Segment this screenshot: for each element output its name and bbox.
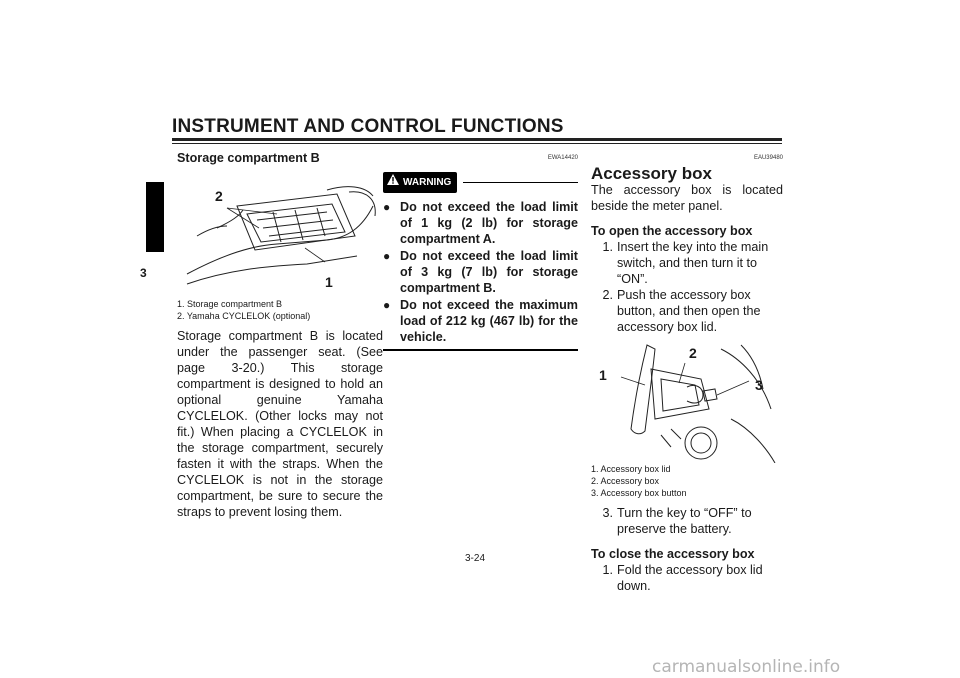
- warning-badge: [383, 172, 457, 193]
- close-steps: [591, 562, 783, 594]
- header-rule: [172, 138, 782, 141]
- bullet-icon: ●: [383, 298, 391, 312]
- step-item: 2. Push the accessory box button, and then open the accessory box lid.: [602, 288, 761, 334]
- storage-b-heading: Storage compartment B: [177, 151, 320, 165]
- figure-label: 2: [689, 345, 697, 361]
- accessory-illustration: [591, 339, 783, 463]
- chapter-tab: [146, 182, 164, 252]
- figure-label: 3: [755, 377, 763, 393]
- column-accessory-box: [591, 150, 783, 594]
- warning-icon: [387, 174, 399, 191]
- warning-rule: [463, 182, 578, 184]
- ref-code: EAU39480: [753, 155, 783, 161]
- accessory-intro: The accessory box is located beside the meter panel.: [591, 183, 783, 213]
- leader-line: [679, 363, 685, 383]
- warning-item: ● Do not exceed the maximum load of 212 kg (467 lb) for the vehicle.: [383, 298, 578, 344]
- leader-line: [717, 381, 749, 395]
- page-header-title: INSTRUMENT AND CONTROL FUNCTIONS: [172, 116, 564, 137]
- column-warning: [383, 150, 578, 351]
- step-item: 1. Fold the accessory box lid down.: [602, 563, 763, 593]
- storage-b-paragraph: Storage compartment B is located under the passenger seat. (See page 3-20.) This storage compartment is designed to hold an optional genuine Yamaha CYCLELOK. (Other locks may not fit.) When placing a CYCLELOK in the storage compartment, securely fasten it with the straps. When the CYCLELOK is not in the storage compartment, be sure to secure the straps to prevent losing them.: [177, 329, 383, 519]
- watermark: carmanualsonline.info: [652, 657, 841, 677]
- figure-caption: 2. Yamaha CYCLELOK (optional): [177, 311, 311, 321]
- warning-item: ● Do not exceed the load limit of 3 kg (7 lb) for storage compartment B.: [383, 249, 578, 295]
- open-steps: [591, 239, 783, 335]
- warning-item: ● Do not exceed the load limit of 1 kg (2 lb) for storage compartment A.: [383, 200, 578, 246]
- step-item: 1. Insert the key into the main switch, and then turn it to “ON”.: [602, 240, 769, 286]
- figure-caption: 3. Accessory box button: [591, 488, 687, 498]
- storage-b-figure: [177, 166, 383, 298]
- ref-code: EWA14420: [547, 155, 578, 161]
- step-item: 3. Turn the key to “OFF” to preserve the battery.: [602, 506, 752, 536]
- figure-caption: 1. Storage compartment B: [177, 299, 283, 309]
- figure-caption: 2. Accessory box: [591, 476, 660, 486]
- figure-label: 1: [599, 367, 607, 383]
- bullet-icon: ●: [383, 200, 391, 214]
- warning-end-rule: [383, 349, 578, 351]
- section-title: Accessory box: [591, 164, 712, 183]
- bullet-icon: ●: [383, 249, 391, 263]
- column-storage-b: [177, 150, 383, 520]
- storage-b-illustration: [177, 166, 383, 298]
- page-number: 3-24: [465, 553, 486, 564]
- header-rule-thin: [172, 143, 782, 144]
- open-heading: To open the accessory box: [591, 224, 753, 238]
- close-heading: To close the accessory box: [591, 547, 755, 561]
- leader-line: [305, 248, 325, 262]
- figure-label: 1: [325, 274, 333, 290]
- warning-list: [383, 199, 578, 345]
- accessory-figure: [591, 339, 783, 463]
- figure-caption: 1. Accessory box lid: [591, 464, 671, 474]
- chapter-number: 3: [140, 266, 147, 280]
- warning-header: [383, 172, 578, 193]
- figure-label: 2: [215, 188, 223, 204]
- leader-line: [621, 377, 645, 385]
- open-steps-continued: [591, 505, 783, 537]
- warning-label: WARNING: [403, 176, 452, 188]
